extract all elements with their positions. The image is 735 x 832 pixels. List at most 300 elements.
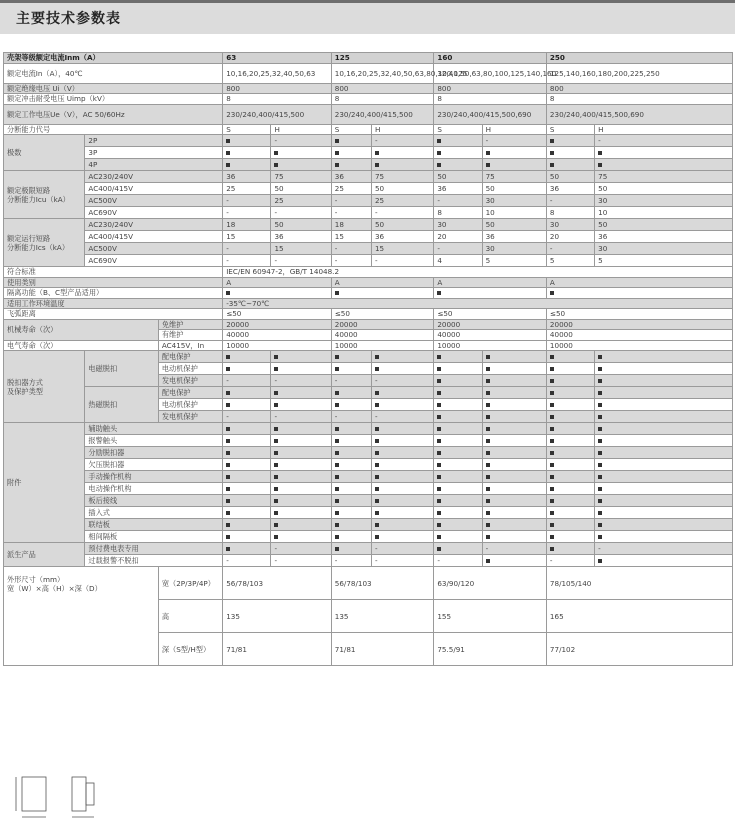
table-cell [546,531,594,543]
dimension-drawing [8,773,138,821]
table-cell: 15 [223,231,271,243]
table-row [4,447,733,459]
table-cell [482,159,546,171]
included-mark [274,403,278,407]
included-mark [486,379,490,383]
table-cell: 8 [331,94,434,105]
table-cell [271,531,331,543]
table-cell: 230/240,400/415,500 [331,104,434,124]
table-cell [482,447,546,459]
table-cell: - [331,411,371,423]
table-cell: ≤50 [434,309,547,320]
table-row [4,135,733,147]
included-mark [375,151,379,155]
included-mark [598,451,602,455]
table-cell: - [331,255,371,267]
table-cell [223,363,271,375]
table-cell [482,519,546,531]
table-cell: 10,16,20,25,32,40,50,63,80,100,125 [331,63,434,83]
table-cell [371,531,433,543]
included-mark [335,535,339,539]
included-mark [375,163,379,167]
included-mark [437,463,441,467]
table-cell [482,483,546,495]
table-cell [434,531,482,543]
table-cell: 8 [223,94,332,105]
table-cell [434,507,482,519]
included-mark [226,523,230,527]
table-cell: H [271,124,331,135]
table-cell: 2P [85,135,223,147]
included-mark [486,487,490,491]
table-cell [546,387,594,399]
table-cell [595,147,733,159]
table-cell: 过载报警不脱扣 [85,555,223,567]
table-cell: 75 [482,171,546,183]
table-cell: 50 [271,219,331,231]
table-cell: 电气寿命（次） [4,340,159,351]
table-cell: 20 [434,231,482,243]
included-mark [335,439,339,443]
table-cell [482,351,546,363]
included-mark [437,499,441,503]
table-cell: 75 [371,171,433,183]
table-cell [271,363,331,375]
table-cell [595,399,733,411]
table-cell: 36 [482,231,546,243]
table-cell: - [434,243,482,255]
table-row [4,298,733,309]
table-cell: - [271,555,331,567]
table-cell [434,447,482,459]
included-mark [550,151,554,155]
table-cell [223,399,271,411]
table-cell: 56/78/103 [223,567,332,600]
included-mark [226,463,230,467]
table-cell: AC690V [85,207,223,219]
table-cell [482,387,546,399]
table-cell [331,135,371,147]
table-cell: 8 [546,207,594,219]
table-cell [434,159,482,171]
included-mark [437,391,441,395]
table-row [4,104,733,124]
included-mark [335,487,339,491]
table-cell [434,135,482,147]
table-row [4,277,733,288]
table-row [4,507,733,519]
table-cell [482,375,546,387]
table-cell [434,435,482,447]
table-row [4,543,733,555]
table-cell: 发电机保护 [158,411,222,423]
table-cell: AC400/415V [85,183,223,195]
table-cell: 15 [331,231,371,243]
table-cell [434,387,482,399]
table-row [4,207,733,219]
table-cell [371,351,433,363]
table-cell: 25 [271,195,331,207]
table-cell [546,507,594,519]
table-cell: 插入式 [85,507,223,519]
included-mark [375,355,379,359]
table-cell: 8 [434,94,547,105]
page-title: 主要技术参数表 [16,11,121,27]
table-cell [595,387,733,399]
table-cell: - [546,195,594,207]
included-mark [274,151,278,155]
table-cell: 77/102 [546,633,732,666]
table-cell: 165 [546,600,732,633]
table-cell: - [331,207,371,219]
included-mark [375,499,379,503]
table-cell: - [482,543,546,555]
table-cell: 155 [434,600,547,633]
table-cell: 报警触头 [85,435,223,447]
table-cell: 电磁脱扣 [85,351,158,387]
table-cell [434,543,482,555]
included-mark [226,151,230,155]
table-cell [331,495,371,507]
table-cell: 50 [595,183,733,195]
table-cell [331,483,371,495]
included-mark [335,427,339,431]
table-cell: - [271,411,331,423]
included-mark [335,163,339,167]
included-mark [375,451,379,455]
table-cell: 适用工作环境温度 [4,298,223,309]
table-cell: 75 [271,171,331,183]
table-cell: 额定冲击耐受电压 Uimp（kV） [4,94,223,105]
included-mark [335,291,339,295]
table-row [4,531,733,543]
table-row [4,219,733,231]
table-cell: - [482,135,546,147]
table-cell [223,288,332,299]
table-cell: - [271,375,331,387]
table-cell: 30 [595,243,733,255]
table-cell: 230/240,400/415,500,690 [434,104,547,124]
table-cell: 800 [331,83,434,94]
table-cell [223,495,271,507]
table-cell [223,483,271,495]
table-cell [271,423,331,435]
table-cell [595,483,733,495]
table-cell: 30 [434,219,482,231]
table-cell [434,399,482,411]
included-mark [226,511,230,515]
included-mark [226,427,230,431]
table-cell [331,507,371,519]
included-mark [486,559,490,563]
table-row [4,423,733,435]
included-mark [335,151,339,155]
table-cell: - [223,555,271,567]
table-cell: 32,40,50,63,80,100,125,140,160 [434,63,547,83]
table-cell [482,411,546,423]
table-cell: 18 [331,219,371,231]
table-cell [271,147,331,159]
table-cell [371,471,433,483]
included-mark [486,475,490,479]
table-cell: 10000 [331,340,434,351]
included-mark [226,403,230,407]
included-mark [598,151,602,155]
table-cell: 10,16,20,25,32,40,50,63 [223,63,332,83]
table-cell: 发电机保护 [158,375,222,387]
table-row [4,231,733,243]
table-cell [371,387,433,399]
table-cell: 飞弧距离 [4,309,223,320]
table-cell [595,555,733,567]
table-cell [223,159,271,171]
table-cell [331,531,371,543]
included-mark [335,523,339,527]
table-cell: - [331,375,371,387]
table-cell: 50 [546,171,594,183]
table-cell: 36 [331,171,371,183]
included-mark [274,535,278,539]
table-cell: 18 [223,219,271,231]
table-cell: AC690V [85,255,223,267]
table-row [4,483,733,495]
included-mark [335,355,339,359]
table-cell: H [595,124,733,135]
included-mark [598,163,602,167]
table-cell: 50 [271,183,331,195]
table-cell: 额定运行短路 分断能力Ics（kA） [4,219,85,267]
table-cell: 额定工作电压Ue（V），AC 50/60Hz [4,104,223,124]
table-cell [546,147,594,159]
spec-table [3,52,733,666]
header-label: 壳架等级额定电流Inm（A） [4,53,223,64]
table-cell: 230/240,400/415,500 [223,104,332,124]
included-mark [375,391,379,395]
table-cell: - [371,555,433,567]
table-cell: - [223,411,271,423]
table-cell [371,147,433,159]
table-cell: 额定极限短路 分断能力Icu（kA） [4,171,85,219]
included-mark [486,523,490,527]
table-cell: S [223,124,271,135]
included-mark [437,403,441,407]
included-mark [437,439,441,443]
included-mark [274,475,278,479]
table-cell: 25 [223,183,271,195]
table-cell: 机械寿命（次） [4,319,159,340]
table-row [4,567,733,600]
table-cell: 额定绝缘电压 Ui（V） [4,83,223,94]
included-mark [598,559,602,563]
table-cell [271,447,331,459]
table-cell [482,531,546,543]
included-mark [550,499,554,503]
table-cell [331,387,371,399]
table-cell: 40000 [331,330,434,341]
table-cell [331,147,371,159]
included-mark [437,367,441,371]
table-cell: 20000 [223,319,332,330]
included-mark [375,487,379,491]
table-row [4,351,733,363]
included-mark [550,379,554,383]
table-row [4,63,733,83]
table-cell [546,459,594,471]
table-cell [371,447,433,459]
table-cell: 40000 [223,330,332,341]
included-mark [335,547,339,551]
table-cell: 深（S型/H型） [158,633,222,666]
table-cell: 50 [434,171,482,183]
table-row [4,555,733,567]
table-cell: 15 [371,243,433,255]
table-row [4,94,733,105]
table-cell [223,447,271,459]
table-cell [546,471,594,483]
included-mark [550,139,554,143]
table-cell: 分断能力代号 [4,124,223,135]
table-cell [371,495,433,507]
included-mark [274,427,278,431]
table-cell: AC230/240V [85,171,223,183]
table-cell [271,399,331,411]
table-cell [271,387,331,399]
table-cell: 板后接线 [85,495,223,507]
table-cell [595,423,733,435]
included-mark [375,535,379,539]
table-row [4,435,733,447]
included-mark [598,511,602,515]
table-cell [331,288,434,299]
included-mark [274,451,278,455]
table-cell [371,363,433,375]
table-cell: 4 [434,255,482,267]
table-cell: - [546,243,594,255]
included-mark [274,391,278,395]
table-cell: AC415V，In [158,340,222,351]
table-cell: 75 [595,171,733,183]
included-mark [598,439,602,443]
table-cell [595,411,733,423]
included-mark [598,415,602,419]
included-mark [375,403,379,407]
table-cell [223,471,271,483]
table-cell: - [595,135,733,147]
table-cell: 36 [434,183,482,195]
table-cell: - [595,543,733,555]
table-cell [271,519,331,531]
table-cell [271,495,331,507]
included-mark [550,475,554,479]
table-cell [546,375,594,387]
included-mark [375,523,379,527]
table-cell: AC500V [85,243,223,255]
table-cell: 派生产品 [4,543,85,567]
included-mark [550,535,554,539]
included-mark [274,439,278,443]
table-row [4,195,733,207]
table-cell: - [223,375,271,387]
table-cell [482,399,546,411]
table-cell: 63/90/120 [434,567,547,600]
table-cell [546,135,594,147]
table-cell [595,495,733,507]
table-cell: 20000 [546,319,732,330]
included-mark [375,475,379,479]
table-cell: ≤50 [546,309,732,320]
table-cell: 预付费电表专用 [85,543,223,555]
included-mark [437,163,441,167]
included-mark [437,475,441,479]
included-mark [375,511,379,515]
table-row [4,243,733,255]
table-cell [595,363,733,375]
included-mark [486,463,490,467]
table-cell [595,519,733,531]
table-cell: ≤50 [331,309,434,320]
table-cell [223,519,271,531]
table-cell [371,519,433,531]
table-row [4,124,733,135]
included-mark [486,163,490,167]
table-cell [595,471,733,483]
table-cell: 71/81 [223,633,332,666]
table-cell [546,495,594,507]
included-mark [335,463,339,467]
table-cell: - [371,411,433,423]
table-cell [371,423,433,435]
table-cell: 8 [434,207,482,219]
table-cell [371,459,433,471]
table-cell [434,423,482,435]
table-cell: A [223,277,332,288]
table-cell [482,147,546,159]
table-cell [271,483,331,495]
header-rating: 125 [331,53,434,64]
table-cell: 10000 [434,340,547,351]
included-mark [437,291,441,295]
included-mark [550,463,554,467]
table-cell [546,399,594,411]
table-cell: 电动机保护 [158,363,222,375]
table-cell: - [331,243,371,255]
table-cell: 配电保护 [158,387,222,399]
table-cell [331,423,371,435]
table-cell [223,459,271,471]
table-cell: 极数 [4,135,85,171]
table-cell [223,387,271,399]
table-cell [223,147,271,159]
table-row [4,183,733,195]
included-mark [486,451,490,455]
table-cell [595,447,733,459]
table-cell [223,351,271,363]
included-mark [486,403,490,407]
included-mark [437,451,441,455]
included-mark [226,367,230,371]
table-cell [546,543,594,555]
included-mark [226,451,230,455]
table-cell: AC500V [85,195,223,207]
included-mark [226,139,230,143]
table-cell: 5 [595,255,733,267]
table-cell [595,435,733,447]
table-cell: - [271,207,331,219]
included-mark [550,403,554,407]
table-cell: - [371,255,433,267]
included-mark [550,547,554,551]
table-cell [546,435,594,447]
